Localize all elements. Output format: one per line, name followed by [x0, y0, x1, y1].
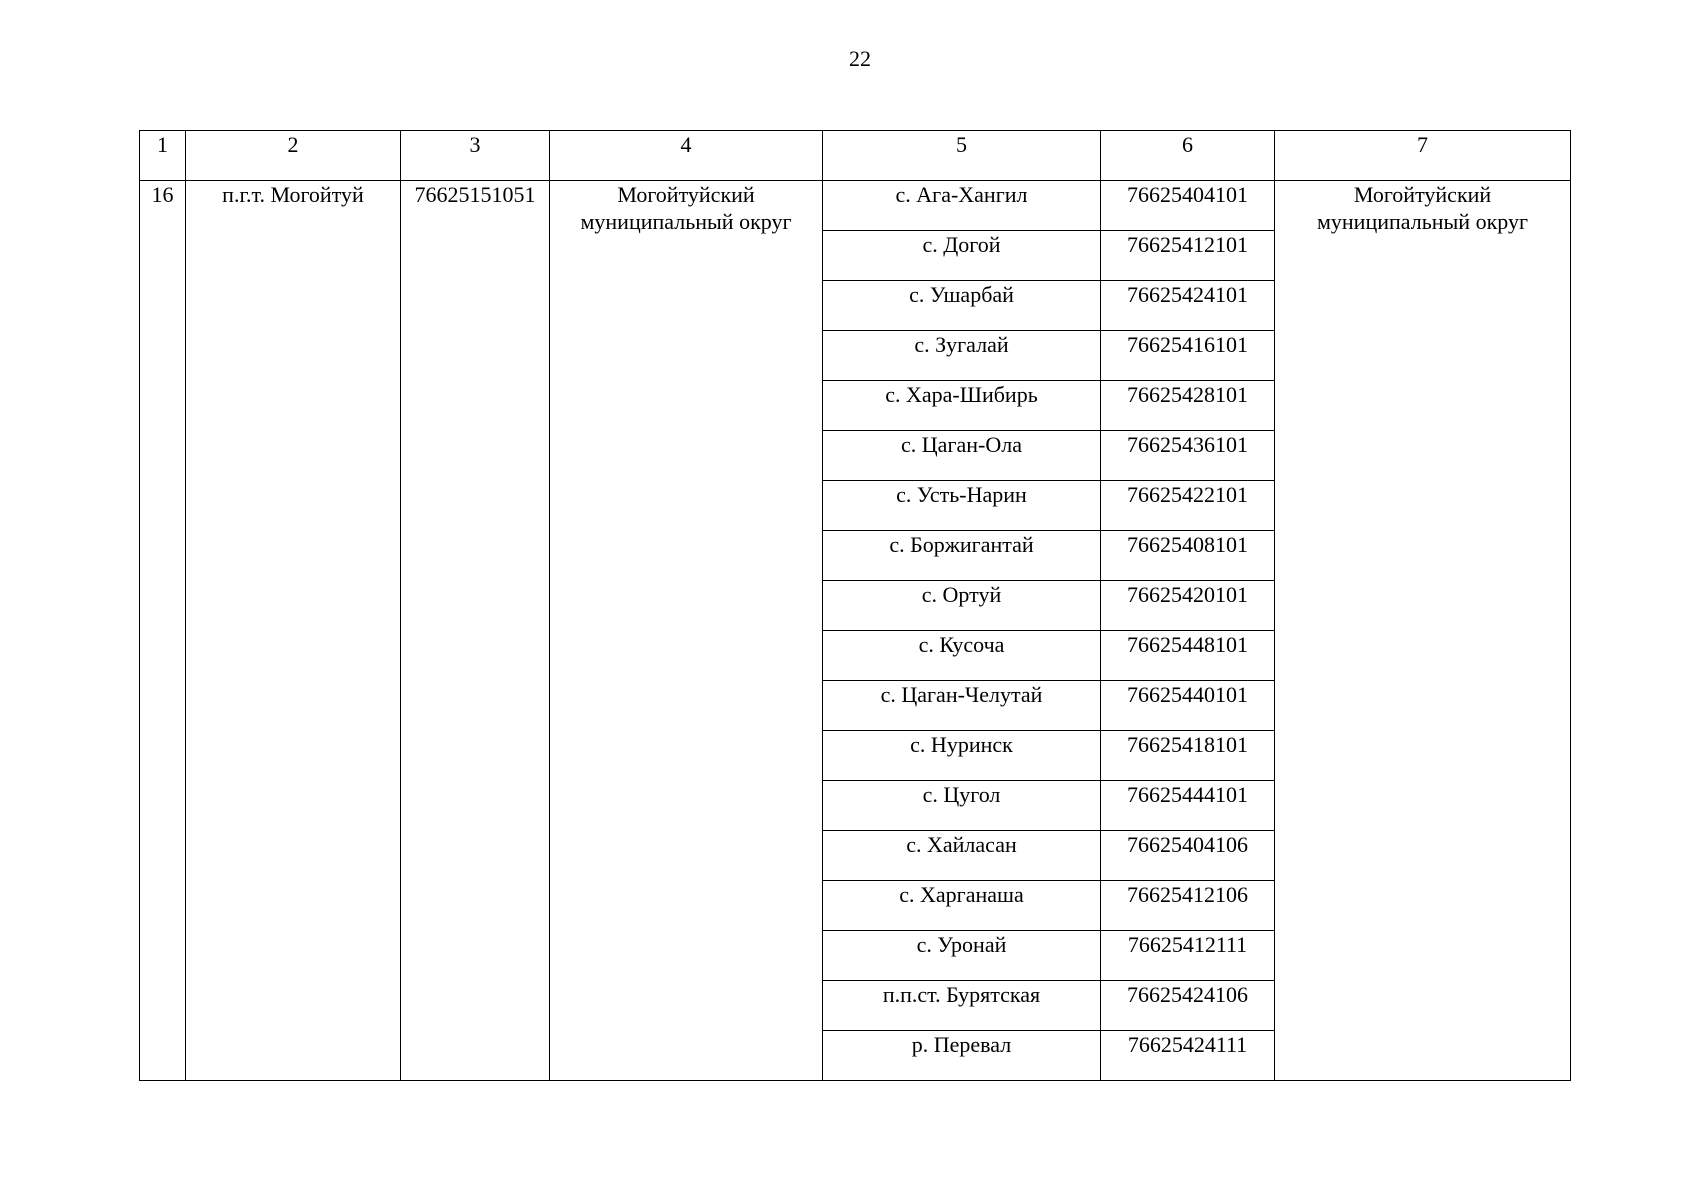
locality-code: 76625416101: [1101, 331, 1275, 381]
locality-code: 76625412101: [1101, 231, 1275, 281]
locality-code: 76625428101: [1101, 381, 1275, 431]
header-row: [140, 131, 1571, 181]
locality-name: с. Кусоча: [823, 631, 1101, 681]
locality-name: с. Хара-Шибирь: [823, 381, 1101, 431]
locality-code: 76625418101: [1101, 731, 1275, 781]
settlement-name: п.г.т. Могойтуй: [186, 181, 401, 1081]
locality-code: 76625412106: [1101, 881, 1275, 931]
locality-name: р. Перевал: [823, 1031, 1101, 1081]
header-cell-4: 4: [550, 131, 823, 181]
page-number: 22: [849, 46, 871, 71]
locality-code: 76625424106: [1101, 981, 1275, 1031]
locality-name: с. Цаган-Челутай: [823, 681, 1101, 731]
locality-code: 76625412111: [1101, 931, 1275, 981]
header-cell-1: 1: [140, 131, 186, 181]
header-cell-5: 5: [823, 131, 1101, 181]
locality-code: 76625440101: [1101, 681, 1275, 731]
locality-name: с. Усть-Нарин: [823, 481, 1101, 531]
locality-name: с. Ортуй: [823, 581, 1101, 631]
settlement-code: 76625151051: [401, 181, 550, 1081]
locality-code: 76625424101: [1101, 281, 1275, 331]
municipality-name-col7: Могойтуйский муниципальный округ: [1275, 181, 1571, 1081]
header-cell-7: 7: [1275, 131, 1571, 181]
header-cell-3: 3: [401, 131, 550, 181]
locality-name: п.п.ст. Бурятская: [823, 981, 1101, 1031]
locality-code: 76625408101: [1101, 531, 1275, 581]
locality-code: 76625422101: [1101, 481, 1275, 531]
locality-code: 76625436101: [1101, 431, 1275, 481]
locality-name: с. Ушарбай: [823, 281, 1101, 331]
locality-name: с. Цугол: [823, 781, 1101, 831]
locality-name: с. Зугалай: [823, 331, 1101, 381]
locality-code: 76625448101: [1101, 631, 1275, 681]
locality-code: 76625420101: [1101, 581, 1275, 631]
locality-code: 76625444101: [1101, 781, 1275, 831]
header-cell-2: 2: [186, 131, 401, 181]
locality-code: 76625424111: [1101, 1031, 1275, 1081]
settlements-table: [139, 130, 1571, 1081]
locality-name: с. Нуринск: [823, 731, 1101, 781]
locality-code: 76625404106: [1101, 831, 1275, 881]
locality-name: с. Боржигантай: [823, 531, 1101, 581]
municipality-name: Могойтуйский муниципальный округ: [550, 181, 823, 1081]
locality-code: 76625404101: [1101, 181, 1275, 231]
locality-name: с. Хайласан: [823, 831, 1101, 881]
locality-name: с. Догой: [823, 231, 1101, 281]
locality-name: с. Харганаша: [823, 881, 1101, 931]
locality-name: с. Уронай: [823, 931, 1101, 981]
header-cell-6: 6: [1101, 131, 1275, 181]
row-number: 16: [140, 181, 186, 1081]
locality-name: с. Ага-Хангил: [823, 181, 1101, 231]
table-row: [140, 181, 1571, 231]
locality-name: с. Цаган-Ола: [823, 431, 1101, 481]
